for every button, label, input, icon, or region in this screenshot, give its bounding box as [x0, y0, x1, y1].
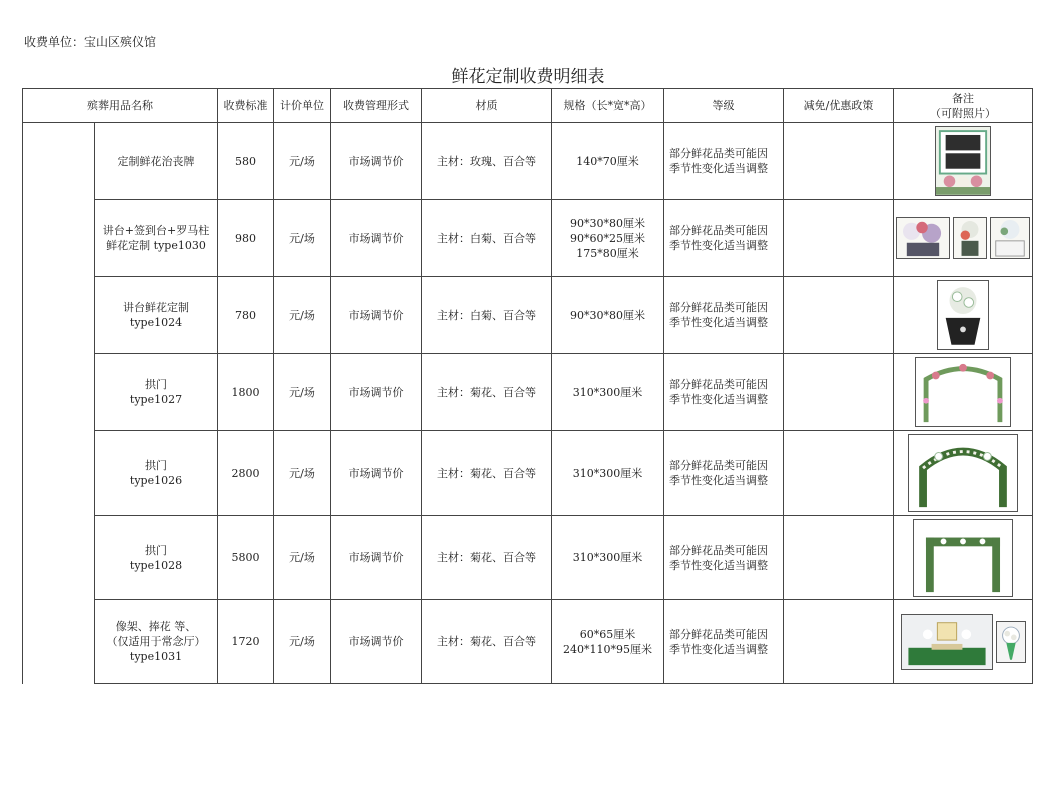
table-row: [23, 600, 1033, 684]
page-title: 鲜花定制收费明细表: [451, 67, 605, 87]
item-material: 主材：白菊、百合等: [422, 277, 552, 354]
col-unit: 计价单位: [274, 89, 331, 123]
item-spec: 310*300厘米: [552, 354, 664, 431]
item-grade: 部分鲜花品类可能因 季节性变化适当调整: [664, 123, 784, 200]
portrait-frame-photo: [901, 614, 993, 670]
item-discount: [784, 123, 894, 200]
table-row: [23, 516, 1033, 600]
item-unit: 元/场: [274, 200, 331, 277]
item-material: 主材：菊花、百合等: [422, 431, 552, 516]
item-mgmt: 市场调节价: [331, 600, 422, 684]
col-remark: [894, 89, 1033, 123]
item-material: 主材：菊花、百合等: [422, 516, 552, 600]
item-unit: 元/场: [274, 277, 331, 354]
item-price: 5800: [218, 516, 274, 600]
item-unit: 元/场: [274, 516, 331, 600]
col-spec: 规格（长*宽*高）: [552, 89, 664, 123]
item-grade: 部分鲜花品类可能因 季节性变化适当调整: [664, 600, 784, 684]
item-discount: [784, 354, 894, 431]
item-name: 拱门 type1027: [95, 354, 218, 431]
item-unit: 元/场: [274, 600, 331, 684]
col-remark-sub: （可附照片）: [930, 106, 996, 120]
table-row: [23, 354, 1033, 431]
table-row: [23, 431, 1033, 516]
item-spec: 310*300厘米: [552, 516, 664, 600]
arch-photo: [913, 519, 1013, 597]
charge-unit: 收费单位：宝山区殡仪馆: [24, 35, 157, 49]
category-group-cell: [23, 123, 95, 684]
item-photo: [894, 277, 1033, 354]
item-photo: [894, 200, 1033, 277]
roman-column-photo: [990, 217, 1030, 259]
item-grade: 部分鲜花品类可能因 季节性变化适当调整: [664, 516, 784, 600]
item-material: 主材：菊花、百合等: [422, 354, 552, 431]
item-grade: 部分鲜花品类可能因 季节性变化适当调整: [664, 200, 784, 277]
item-discount: [784, 431, 894, 516]
item-photo: [894, 123, 1033, 200]
item-price: 780: [218, 277, 274, 354]
col-name: 殡葬用品名称: [23, 89, 218, 123]
item-price: 1720: [218, 600, 274, 684]
item-grade: 部分鲜花品类可能因 季节性变化适当调整: [664, 277, 784, 354]
item-discount: [784, 277, 894, 354]
item-name: 拱门 type1028: [95, 516, 218, 600]
item-price: 1800: [218, 354, 274, 431]
item-name: 定制鲜花治丧牌: [95, 123, 218, 200]
col-remark-label: 备注: [952, 91, 974, 105]
item-mgmt: 市场调节价: [331, 431, 422, 516]
item-name: 像架、捧花 等、 （仅适用于常念厅） type1031: [95, 600, 218, 684]
arch-photo: [908, 434, 1018, 512]
item-grade: 部分鲜花品类可能因 季节性变化适当调整: [664, 431, 784, 516]
item-discount: [784, 600, 894, 684]
item-spec: 310*300厘米: [552, 431, 664, 516]
item-photo: [894, 600, 1033, 684]
item-photo: [894, 431, 1033, 516]
item-grade: 部分鲜花品类可能因 季节性变化适当调整: [664, 354, 784, 431]
podium-flower-photo: [937, 280, 989, 350]
item-spec: 140*70厘米: [552, 123, 664, 200]
item-photo: [894, 516, 1033, 600]
sign-in-desk-photo: [953, 217, 987, 259]
col-discount: 减免/优惠政策: [784, 89, 894, 123]
item-material: 主材：菊花、百合等: [422, 600, 552, 684]
item-name: 拱门 type1026: [95, 431, 218, 516]
item-name: 讲台鲜花定制 type1024: [95, 277, 218, 354]
col-price: 收费标准: [218, 89, 274, 123]
item-name: 讲台+签到台+罗马柱 鲜花定制 type1030: [95, 200, 218, 277]
item-unit: 元/场: [274, 354, 331, 431]
item-mgmt: 市场调节价: [331, 516, 422, 600]
item-spec: 90*30*80厘米: [552, 277, 664, 354]
col-material: 材质: [422, 89, 552, 123]
col-grade: 等级: [664, 89, 784, 123]
item-mgmt: 市场调节价: [331, 123, 422, 200]
item-mgmt: 市场调节价: [331, 200, 422, 277]
item-price: 580: [218, 123, 274, 200]
table-row: [23, 277, 1033, 354]
item-material: 主材：白菊、百合等: [422, 200, 552, 277]
bouquet-photo: [996, 621, 1026, 663]
item-discount: [784, 200, 894, 277]
table-row: [23, 123, 1033, 200]
item-mgmt: 市场调节价: [331, 354, 422, 431]
fee-table: [22, 88, 1033, 684]
item-photo: [894, 354, 1033, 431]
funeral-sign-photo: [935, 126, 991, 196]
item-material: 主材：玫瑰、百合等: [422, 123, 552, 200]
item-spec: 90*30*80厘米 90*60*25厘米 175*80厘米: [552, 200, 664, 277]
col-mgmt: 收费管理形式: [331, 89, 422, 123]
table-row: [23, 200, 1033, 277]
header-row: [23, 89, 1033, 123]
item-spec: 60*65厘米 240*110*95厘米: [552, 600, 664, 684]
item-unit: 元/场: [274, 123, 331, 200]
arch-photo: [915, 357, 1011, 427]
item-unit: 元/场: [274, 431, 331, 516]
item-price: 980: [218, 200, 274, 277]
item-discount: [784, 516, 894, 600]
item-mgmt: 市场调节价: [331, 277, 422, 354]
podium-photo: [896, 217, 950, 259]
item-price: 2800: [218, 431, 274, 516]
